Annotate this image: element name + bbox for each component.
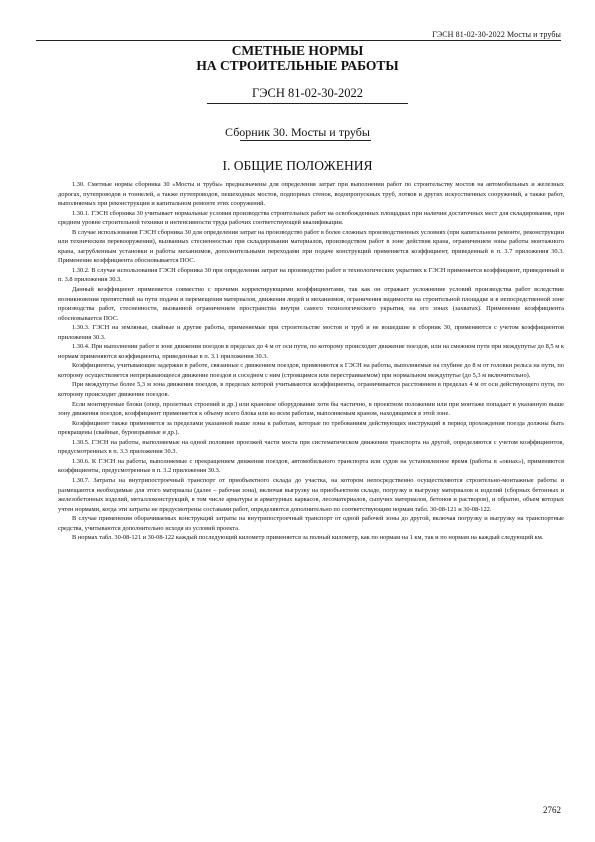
collection-title-underline: [240, 140, 371, 141]
main-title: [0, 43, 595, 73]
paragraph: В нормах табл. 30-08-121 и 30-08-122 каждый последующий километр применяется за полный километр, как по нормам на 1 км, так и по нормам на каждый следующий км.: [72, 534, 544, 542]
paragraph: Коэффициент также применяется за пределами указанной выше зоны к работам, которые по требованиям действующих инструкций в период прохождения поезда должны быть прекращены (свайные, буровзрывные и др.).: [58, 419, 564, 437]
main-title-line-1: СМЕТНЫЕ НОРМЫ: [231, 43, 364, 58]
page-number: 2762: [543, 805, 561, 815]
norm-code-underline: [207, 103, 408, 104]
paragraph: 1.30.4. При выполнении работ в зоне движения поездов в пределах до 4 м от оси пути, по которому происходит движение поездов, или на смежном пути при междупутье до 8,5 м к нормам применяются коэффициенты, приведенные в п. 3.1 приложения 30.3.: [58, 343, 564, 360]
paragraph: В случае применения оборачиваемых конструкций затраты на внутрипостроечный транспорт от одной рабочей зоны до другой, включая погрузку и выгрузку на транспортные средства, учитываются дополнительно исходя из условий проекта.: [58, 515, 564, 532]
section-title: I. ОБЩИЕ ПОЛОЖЕНИЯ: [222, 158, 373, 173]
paragraph: В случае использования ГЭСН сборника 30 для определения затрат на производство работ в более сложных производственных условиях (при капитальном ремонте, реконструкции или техническом перевооружении), вызванных стесненностью при складировании материалов, производством работ в зоне действия крана, ограничением зоны работы монтажного крана, загрубленным установки и работы механизмов, дополнительными переходами при подаче конструкций применяется коэффициент, приведенный в п. 3.7 приложения 30.3. Применение коэффициента обосновывается ПОС.: [58, 228, 564, 265]
paragraph: Если монтируемые блоки (опор, пролетных строений и др.) или крановое оборудование хотя бы частично, в проектном положении или при монтаже попадает в указанную выше зону движения поездов, коэффициент применяется к объему всего блока или ко всем работам, выполняемым краном, находящимся в этой зоне.: [58, 400, 564, 418]
body-text: [58, 180, 564, 543]
paragraph: При междупутье более 5,3 м зона движения поездов, в пределах которой учитываются коэффициенты, ограничивается расстоянием в пределах 4 м от оси действующего пути, по которому происходит движение поездов.: [58, 381, 564, 399]
paragraph: 1.30.7. Затраты на внутрипостроечный транспорт от приобъектного склада до участка, на котором непосредственно осуществляются строительно-монтажные работы и размещаются необходимые для этого материалы (далее – рабочая зона), включая выгрузку на приобъектном складе, погрузку и выгрузку материалов и изделий (сборных бетонных и железобетонных изделий, металлоконструкций, в том числе арматуры и арматурных каркасов, лесоматериалов, сыпучих материалов, бетонов и растворов), и обратно, объем которых учтен нормами, когда эти затраты не предусмотрены составами работ, определяются дополнительно по соответствующим нормам табл. 30-08-121 и 30-08-122.: [58, 476, 564, 513]
paragraph: 1.30.5. ГЭСН на работы, выполняемые на одной половине проезжей части моста при систематическом движении транспорта на другой, определяются с учетом коэффициентов, предусмотренных в п. 3.3 приложения 30.3.: [58, 438, 564, 456]
paragraph: 1.30.3. ГЭСН на земляные, свайные и другие работы, применяемые при строительстве мостов и труб и не вошедшие в сборник 30, применяются с учетом коэффициентов приложения 30.3.: [58, 324, 564, 341]
header-rule: [36, 40, 561, 41]
collection-title: Сборник 30. Мосты и трубы: [225, 125, 370, 139]
paragraph: 1.30.1. ГЭСН сборника 30 учитывает нормальные условия производства строительных работ на освобожденных площадках при наличии достаточных мест для складирования, при среднем уровне строительной техники и интенсивности труда рабочих соответствующей квалификации.: [58, 209, 564, 227]
running-header: ГЭСН 81-02-30-2022 Мосты и трубы: [432, 30, 561, 39]
paragraph: Коэффициенты, учитывающие задержки в работе, связанные с движением поездов, применяются к ГЭСН на работы, выполняемые на глубине до 8 м от головки рельса на пути, по которому осуществляется непрерывающееся движение поездов и соседнем с ним (строящимся или перестраиваемом) при нормальном междупутье (до 5,3 м включительно).: [58, 362, 564, 379]
paragraph: 1.30.2. В случае использования ГЭСН сборника 30 при определении затрат на производство работ в технологических укрытиях к ГЭСН применяется коэффициент, приведенный в п. 3.8 приложения 30.3.: [58, 266, 564, 284]
main-title-line-2: НА СТРОИТЕЛЬНЫЕ РАБОТЫ: [196, 58, 399, 73]
paragraph: 1.30. Сметные нормы сборника 30 «Мосты и трубы» предназначены для определения затрат при выполнении работ по строительству мостов на автомобильных и железных дорогах, путепроводов и тоннелей, а также путепроводов, пешеходных мостов, подпорных стенок, водопропускных труб, лотков и других искусственных сооружений, а также работ, выполняемых при реконструкции и капитальном ремонте этих сооружений.: [58, 181, 564, 208]
paragraph: Данный коэффициент применяется совместно с прочими корректирующими коэффициентами, так как он отражает усложнение условий производства работ вследствие возникновения препятствий на пути подачи и перемещения материалов, движения людей и механизмов, ограничения видимости на строительной площадке и в непосредственной зоне производства работ, стесненности, вызванной ограничением пространства внутри самого технологического укрытия, на его зонах (захватах). Применение коэффициента обосновывается ПОС.: [58, 286, 564, 322]
norm-code: ГЭСН 81-02-30-2022: [252, 86, 363, 100]
paragraph: 1.30.6. К ГЭСН на работы, выполняемые с прекращением движения поездов, автомобильного транспорта или судов на установленное время (работы в «окнах»), применяются коэффициенты, предусмотренные в п. 3.2 приложения 30.3.: [58, 457, 564, 475]
